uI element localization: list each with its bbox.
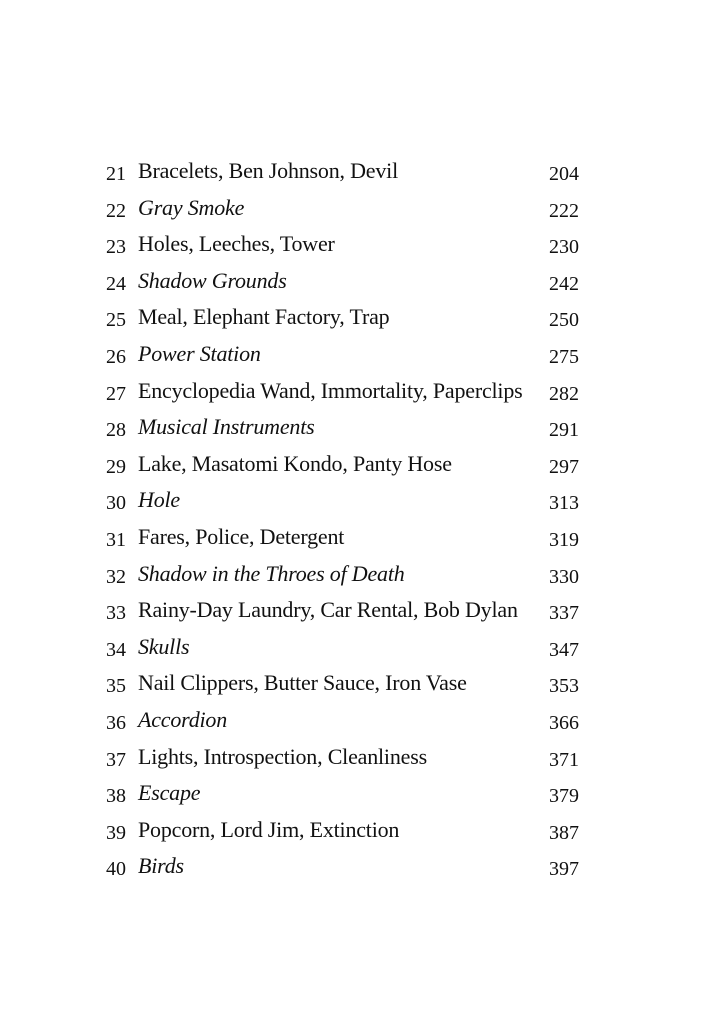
chapter-title: Meal, Elephant Factory, Trap <box>138 304 390 330</box>
chapter-number: 24 <box>106 272 126 295</box>
chapter-number: 30 <box>106 492 126 515</box>
toc-entry <box>96 522 588 559</box>
page-number: 313 <box>549 492 579 515</box>
toc-entry <box>96 156 588 193</box>
chapter-title: Encyclopedia Wand, Immortality, Paperclips <box>138 377 523 403</box>
chapter-number: 33 <box>106 602 126 625</box>
toc-entry <box>96 668 588 705</box>
toc-entry <box>96 449 588 486</box>
toc-entry <box>96 376 588 413</box>
toc-entry <box>96 851 588 888</box>
page-number: 371 <box>549 748 579 771</box>
chapter-title: Escape <box>138 780 201 806</box>
page-number: 387 <box>549 821 579 844</box>
chapter-number: 37 <box>106 748 126 771</box>
chapter-title: Nail Clippers, Butter Sauce, Iron Vase <box>138 670 467 696</box>
chapter-title: Musical Instruments <box>138 414 315 440</box>
page-number: 379 <box>549 785 579 808</box>
chapter-title: Rainy-Day Laundry, Car Rental, Bob Dylan <box>138 597 518 623</box>
table-of-contents <box>96 156 588 888</box>
chapter-title: Shadow in the Throes of Death <box>138 560 405 586</box>
toc-entry <box>96 412 588 449</box>
chapter-number: 25 <box>106 309 126 332</box>
chapter-number: 35 <box>106 675 126 698</box>
page-number: 275 <box>549 345 579 368</box>
chapter-title: Bracelets, Ben Johnson, Devil <box>138 158 398 183</box>
page-number: 222 <box>549 199 579 222</box>
chapter-number: 34 <box>106 638 126 661</box>
page-number: 291 <box>549 419 579 442</box>
chapter-title: Shadow Grounds <box>138 267 287 293</box>
toc-entry <box>96 595 588 632</box>
chapter-number: 21 <box>106 163 126 185</box>
page-number: 337 <box>549 602 579 625</box>
chapter-title: Gray Smoke <box>138 194 245 220</box>
page-number: 297 <box>549 455 579 478</box>
page-number: 330 <box>549 565 579 588</box>
toc-entry <box>96 815 588 852</box>
chapter-title: Skulls <box>138 633 190 659</box>
chapter-number: 28 <box>106 419 126 442</box>
chapter-number: 29 <box>106 455 126 478</box>
toc-entry <box>96 705 588 742</box>
chapter-title: Holes, Leeches, Tower <box>138 231 335 257</box>
chapter-number: 31 <box>106 528 126 551</box>
chapter-title: Popcorn, Lord Jim, Extinction <box>138 816 400 842</box>
toc-entry <box>96 559 588 596</box>
chapter-title: Fares, Police, Detergent <box>138 523 345 549</box>
toc-entry <box>96 778 588 815</box>
toc-entry <box>96 266 588 303</box>
toc-entry <box>96 302 588 339</box>
chapter-title: Power Station <box>138 340 261 366</box>
chapter-number: 22 <box>106 199 126 222</box>
page-number: 242 <box>549 272 579 295</box>
page-number: 353 <box>549 675 579 698</box>
page-number: 250 <box>549 309 579 332</box>
chapter-number: 36 <box>106 711 126 734</box>
chapter-number: 39 <box>106 821 126 844</box>
page-number: 319 <box>549 528 579 551</box>
page-number: 366 <box>549 711 579 734</box>
chapter-number: 40 <box>106 858 126 881</box>
toc-entry <box>96 632 588 669</box>
chapter-title: Lights, Introspection, Cleanliness <box>138 743 427 769</box>
chapter-title: Birds <box>138 853 184 879</box>
chapter-number: 38 <box>106 785 126 808</box>
toc-entry <box>96 742 588 779</box>
chapter-title: Lake, Masatomi Kondo, Panty Hose <box>138 450 452 476</box>
page-number: 230 <box>549 236 579 259</box>
chapter-number: 27 <box>106 382 126 405</box>
chapter-title: Hole <box>138 487 180 513</box>
page-number: 204 <box>549 163 579 185</box>
chapter-number: 32 <box>106 565 126 588</box>
page-number: 282 <box>549 382 579 405</box>
page-number: 397 <box>549 858 579 881</box>
toc-entry <box>96 485 588 522</box>
chapter-number: 26 <box>106 345 126 368</box>
toc-entry <box>96 339 588 376</box>
toc-entry <box>96 229 588 266</box>
chapter-title: Accordion <box>138 706 228 732</box>
toc-entry <box>96 193 588 230</box>
chapter-number: 23 <box>106 236 126 259</box>
page-number: 347 <box>549 638 579 661</box>
